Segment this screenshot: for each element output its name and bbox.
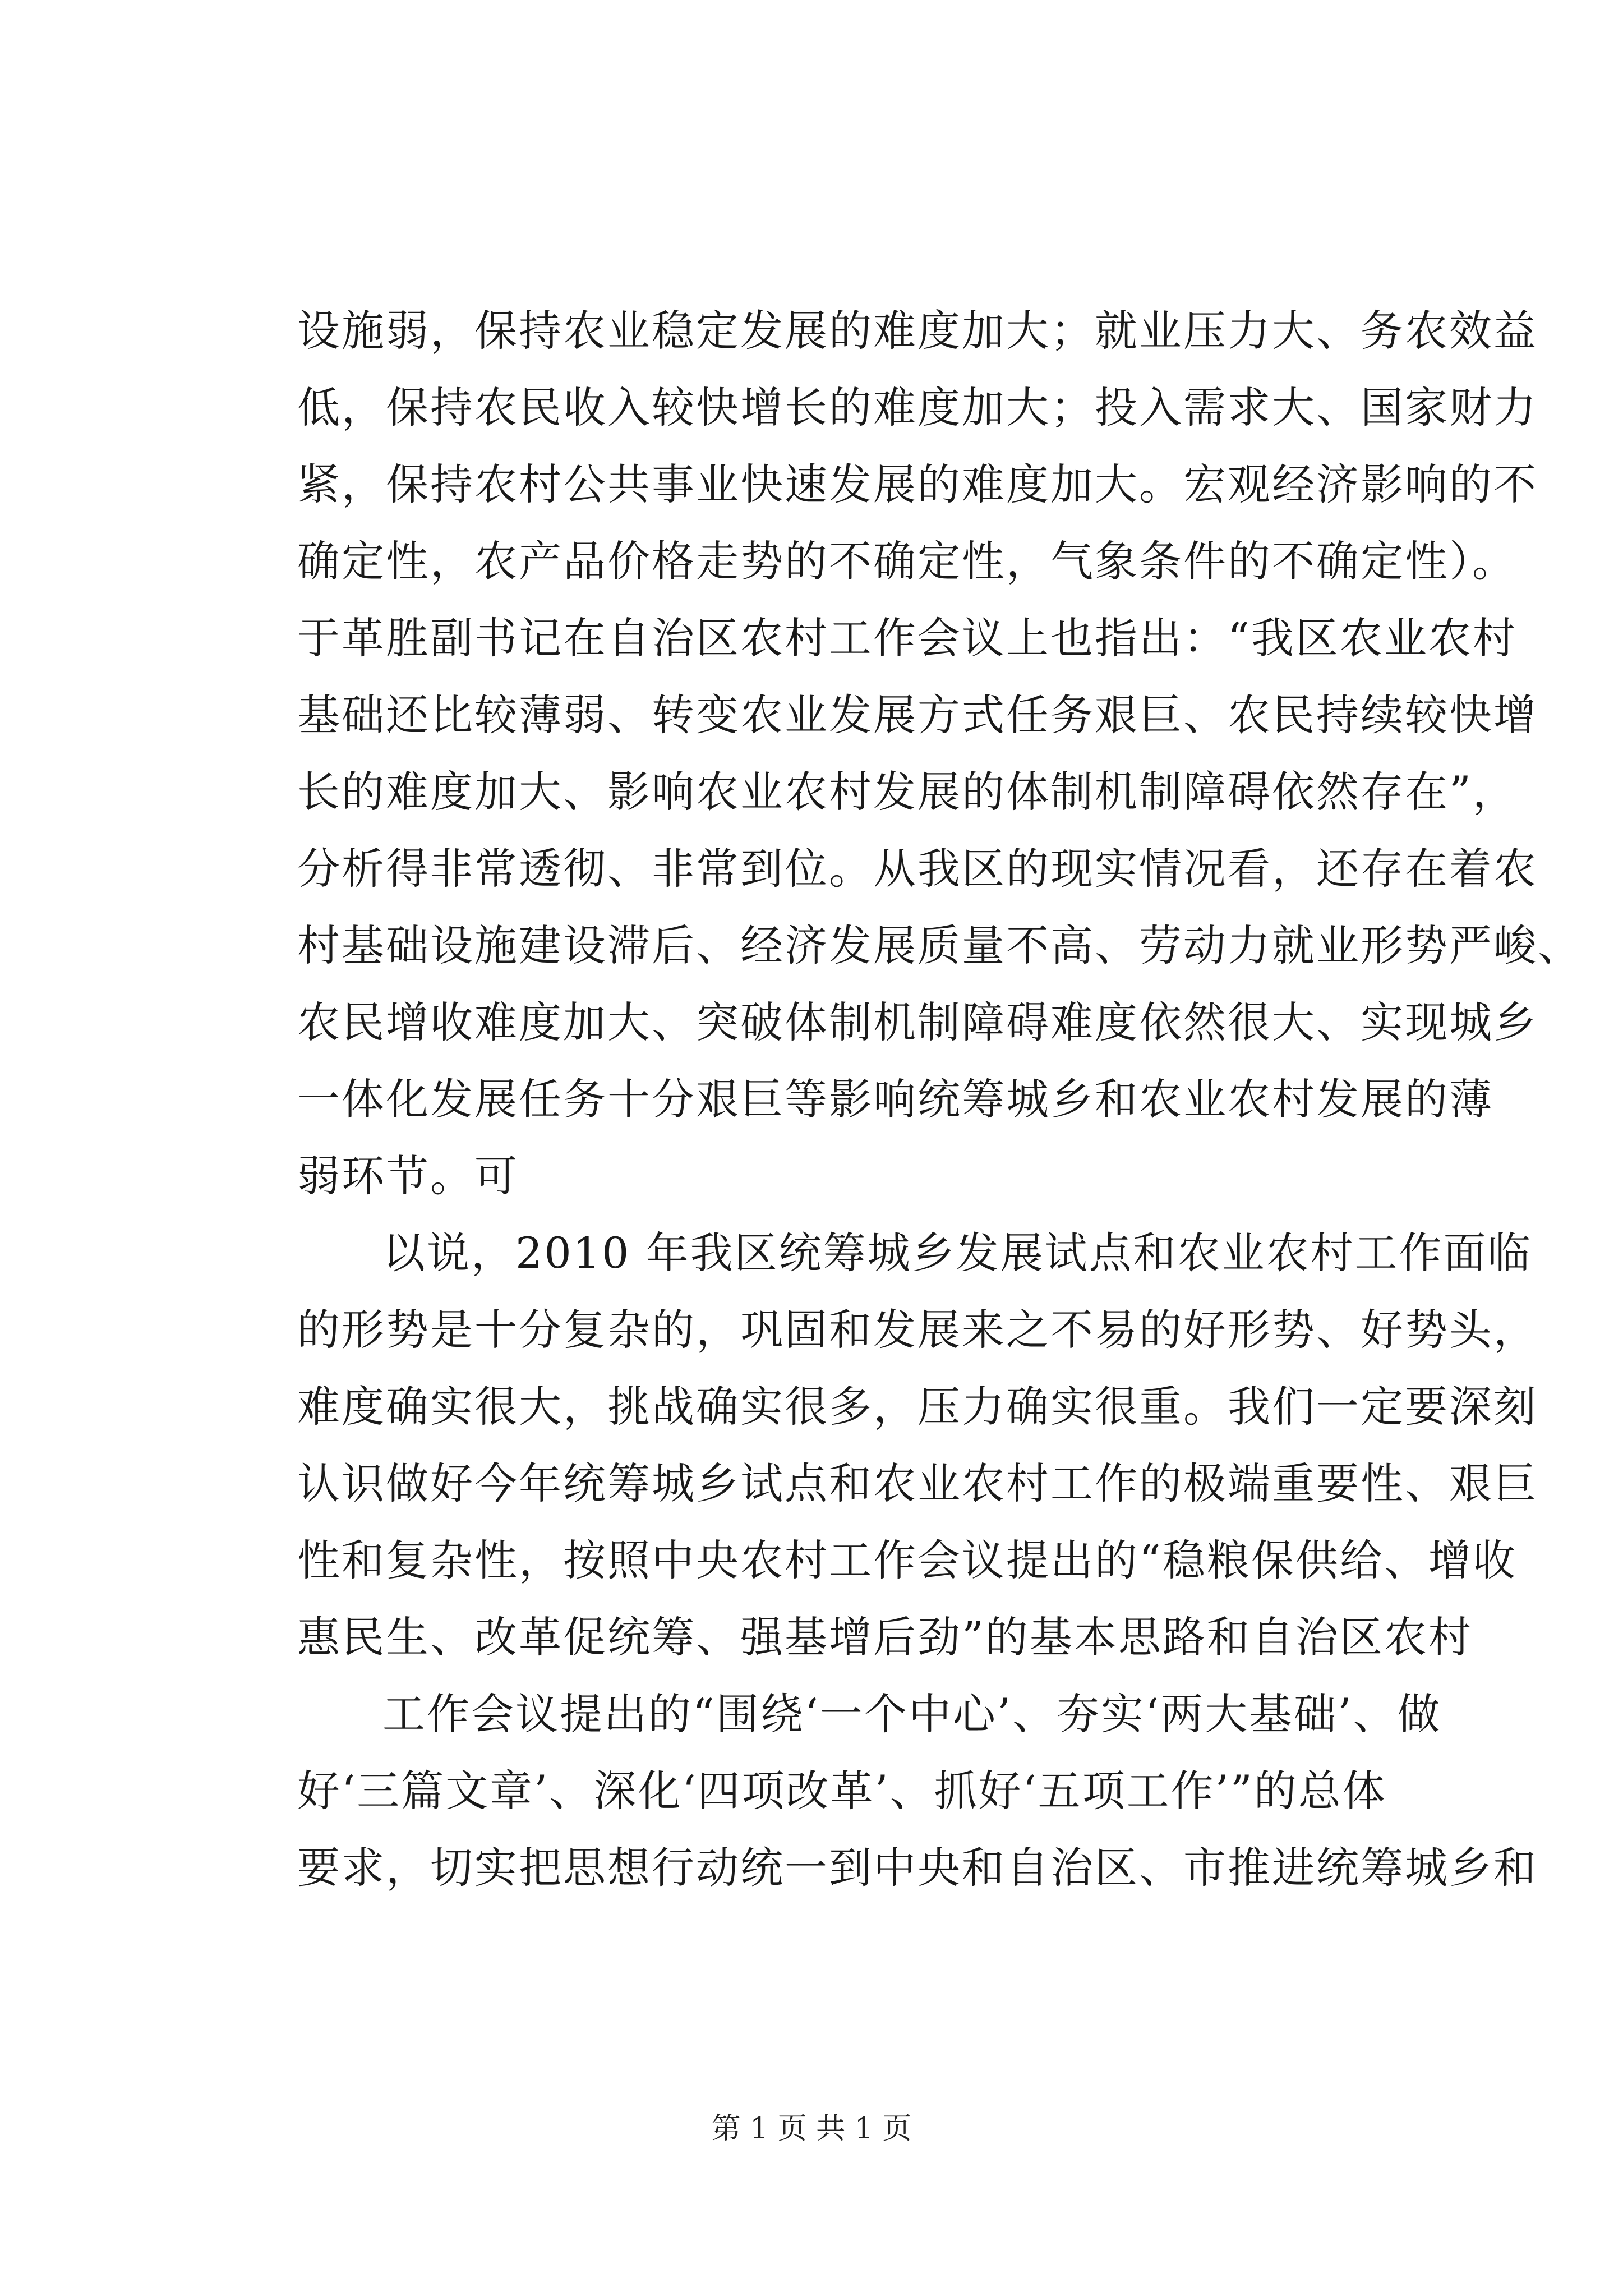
text-line: 性和复杂性，按照中央农村工作会议提出的“稳粮保供给、增收 — [297, 1535, 1517, 1585]
text-line: 认识做好今年统筹城乡试点和农业农村工作的极端重要性、艰巨 — [297, 1458, 1538, 1508]
text-line: 农民增收难度加大、突破体制机制障碍难度依然很大、实现城乡 — [297, 997, 1538, 1047]
text-line: 一体化发展任务十分艰巨等影响统筹城乡和农业农村发展的薄 — [297, 1074, 1493, 1124]
text-line: 低，保持农民收入较快增长的难度加大；投入需求大、国家财力 — [297, 383, 1538, 432]
text-line: 设施弱，保持农业稳定发展的难度加大；就业压力大、务农效益 — [297, 306, 1538, 356]
text-line: 难度确实很大，挑战确实很多，压力确实很重。我们一定要深刻 — [297, 1382, 1538, 1432]
page-footer: 第 1 页 共 1 页 — [711, 2112, 912, 2146]
text-line: 的形势是十分复杂的，巩固和发展来之不易的好形势、好势头， — [297, 1305, 1538, 1355]
text-line: 分析得非常透彻、非常到位。从我区的现实情况看，还存在着农 — [297, 844, 1538, 894]
text-line: 惠民生、改革促统筹、强基增后劲”的基本思路和自治区农村 — [297, 1612, 1473, 1662]
text-line: 于革胜副书记在自治区农村工作会议上也指出：“我区农业农村 — [297, 613, 1517, 663]
text-line: 村基础设施建设滞后、经济发展质量不高、劳动力就业形势严峻、 — [297, 921, 1582, 970]
text-line: 弱环节。可 — [297, 1151, 519, 1201]
text-line: 基础还比较薄弱、转变农业发展方式任务艰巨、农民持续较快增 — [297, 690, 1538, 740]
text-line: 长的难度加大、影响农业农村发展的体制机制障碍依然存在”， — [297, 767, 1517, 817]
text-line: 确定性，农产品价格走势的不确定性，气象条件的不确定性）。 — [297, 536, 1516, 586]
text-line: 以说，2010 年我区统筹城乡发展试点和农业农村工作面临 — [382, 1228, 1532, 1278]
text-line: 要求，切实把思想行动统一到中央和自治区、市推进统筹城乡和 — [297, 1843, 1538, 1893]
text-line: 工作会议提出的“围绕‘一个中心’、夯实‘两大基础’、做 — [382, 1689, 1442, 1739]
text-line: 紧，保持农村公共事业快速发展的难度加大。宏观经济影响的不 — [297, 459, 1538, 509]
text-line: 好‘三篇文章’、深化‘四项改革’、抓好‘五项工作’”的总体 — [297, 1766, 1387, 1816]
